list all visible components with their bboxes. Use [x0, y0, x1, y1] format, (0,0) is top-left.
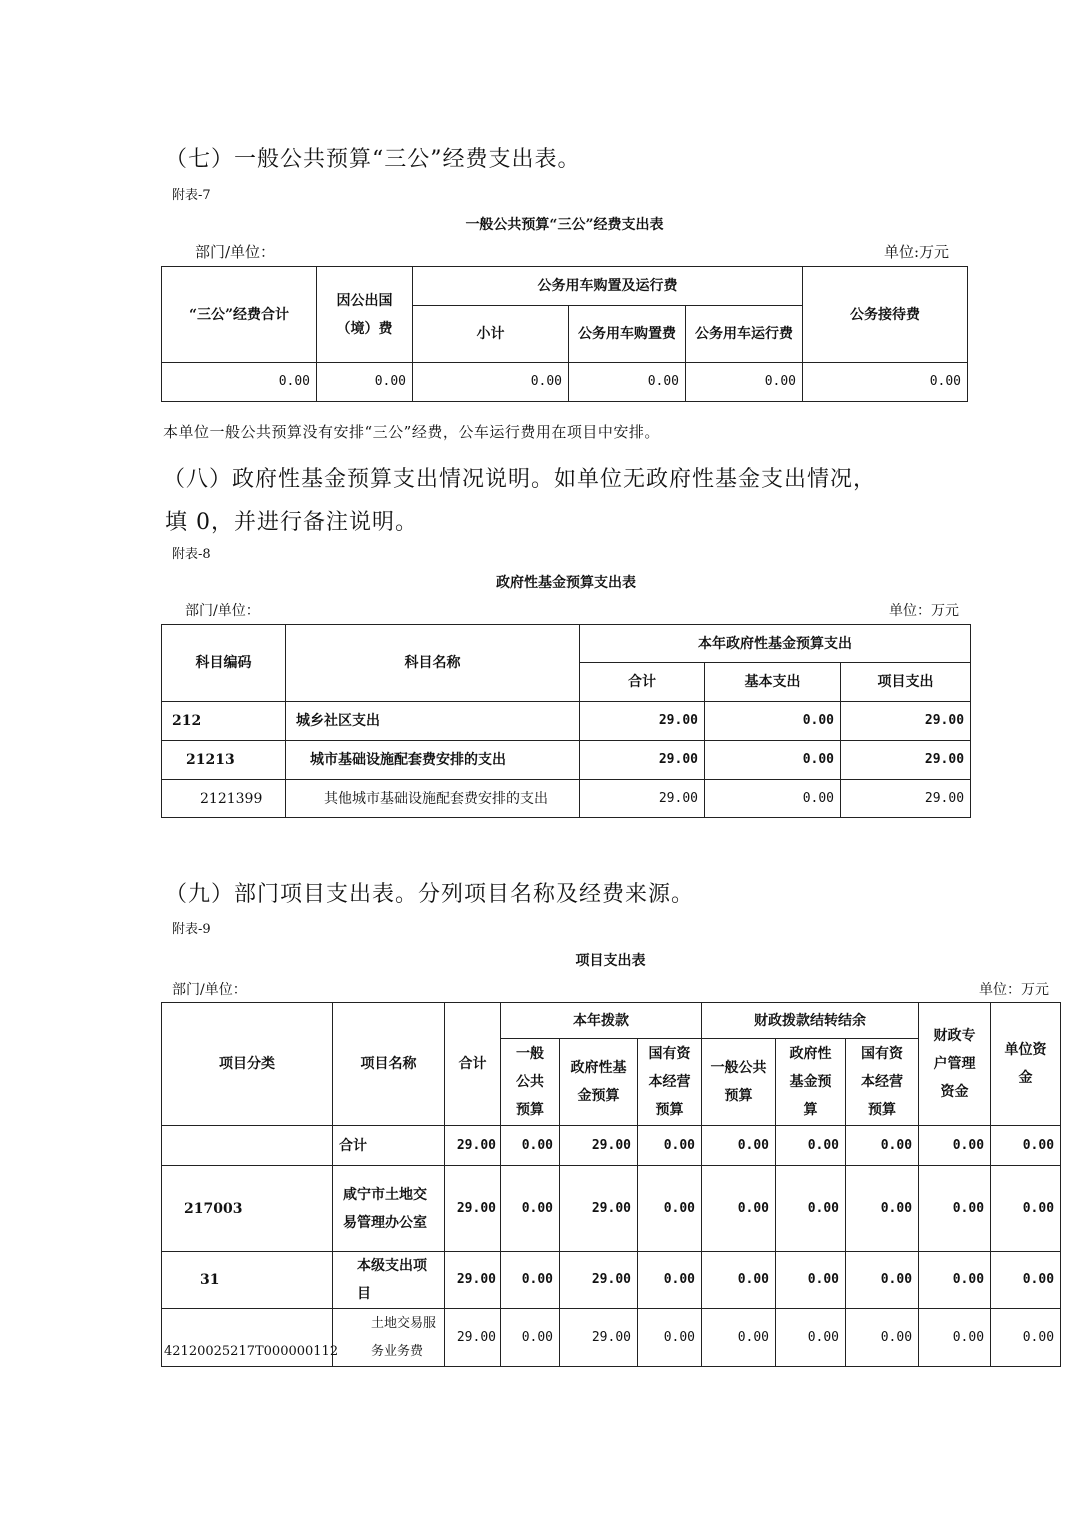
value-cell: 0.00 [638, 1166, 702, 1252]
project-category: 42120025217T000000112 [162, 1309, 333, 1367]
value-cell: 0.00 [846, 1126, 919, 1166]
header-car-run: 公务用车运行费 [686, 306, 803, 363]
table-8-title: 政府性基金预算支出表 [496, 575, 636, 591]
subject-name: 城市基础设施配套费安排的支出 [286, 741, 580, 780]
value-cell: 29.00 [560, 1252, 638, 1309]
value-cell: 0.00 [413, 363, 569, 402]
annex-9-label: 附表-9 [172, 922, 211, 937]
table-row [162, 741, 971, 780]
header-carry-general: 一般公共预算 [702, 1039, 776, 1126]
header-project-total: 合计 [445, 1003, 501, 1126]
header-three-public-total: “三公”经费合计 [162, 267, 317, 363]
value-cell: 29.00 [580, 780, 705, 818]
header-current-state: 国有资本经营预算 [638, 1039, 702, 1126]
value-cell: 0.00 [702, 1166, 776, 1252]
header-current-appropriation: 本年拨款 [501, 1003, 702, 1039]
value-cell: 29.00 [580, 741, 705, 780]
annex-7-label: 附表-7 [172, 188, 211, 203]
value-cell: 0.00 [702, 1252, 776, 1309]
header-car-purchase: 公务用车购置费 [569, 306, 686, 363]
project-name: 本级支出项目 [333, 1252, 445, 1309]
value-cell: 0.00 [501, 1126, 560, 1166]
header-fund-total: 合计 [580, 663, 705, 702]
subject-code: 21213 [162, 741, 286, 780]
value-cell: 0.00 [803, 363, 968, 402]
project-category: 31 [162, 1252, 333, 1309]
header-fund-group: 本年政府性基金预算支出 [580, 625, 971, 663]
table-9-unit: 单位：万元 [979, 982, 1049, 998]
value-cell: 0.00 [776, 1252, 846, 1309]
header-abroad: 因公出国（境）费 [317, 267, 413, 363]
value-cell: 0.00 [991, 1126, 1061, 1166]
value-cell: 0.00 [702, 1309, 776, 1367]
table-7-unit: 单位:万元 [884, 243, 950, 261]
value-cell: 0.00 [686, 363, 803, 402]
project-name: 土地交易服务业务费 [333, 1309, 445, 1367]
header-reception: 公务接待费 [803, 267, 968, 363]
header-fund-basic: 基本支出 [705, 663, 841, 702]
section-7-note: 本单位一般公共预算没有安排“三公”经费，公车运行费用在项目中安排。 [163, 423, 660, 441]
value-cell: 29.00 [841, 741, 971, 780]
value-cell: 0.00 [919, 1166, 991, 1252]
value-cell: 0.00 [991, 1252, 1061, 1309]
value-cell: 0.00 [501, 1309, 560, 1367]
header-carry-state: 国有资本经营预算 [846, 1039, 919, 1126]
value-cell: 0.00 [317, 363, 413, 402]
header-carry-fund: 政府性基金预算 [776, 1039, 846, 1126]
table-8-dept: 部门/单位： [185, 603, 260, 619]
value-cell: 0.00 [846, 1309, 919, 1367]
project-category [162, 1126, 333, 1166]
subject-name: 其他城市基础设施配套费安排的支出 [286, 780, 580, 818]
table-row [162, 1166, 1061, 1252]
value-cell: 0.00 [569, 363, 686, 402]
header-project-name: 项目名称 [333, 1003, 445, 1126]
value-cell: 29.00 [841, 780, 971, 818]
table-7-title: 一般公共预算“三公”经费支出表 [465, 217, 664, 233]
value-cell: 0.00 [162, 363, 317, 402]
value-cell: 0.00 [501, 1166, 560, 1252]
header-project-category: 项目分类 [162, 1003, 333, 1126]
value-cell: 0.00 [776, 1166, 846, 1252]
header-special-account: 财政专户管理资金 [919, 1003, 991, 1126]
three-public-table [161, 266, 968, 402]
value-cell: 0.00 [705, 741, 841, 780]
table-8-unit: 单位：万元 [889, 603, 959, 619]
value-cell: 29.00 [445, 1166, 501, 1252]
value-cell: 0.00 [846, 1166, 919, 1252]
header-unit-fund: 单位资金 [991, 1003, 1061, 1126]
value-cell: 29.00 [560, 1166, 638, 1252]
section-7-heading: （七）一般公共预算“三公”经费支出表。 [165, 147, 581, 172]
value-cell: 0.00 [919, 1309, 991, 1367]
value-cell: 0.00 [776, 1309, 846, 1367]
value-cell: 29.00 [445, 1126, 501, 1166]
value-cell: 0.00 [702, 1126, 776, 1166]
value-cell: 0.00 [846, 1252, 919, 1309]
value-cell: 0.00 [776, 1126, 846, 1166]
project-name: 咸宁市土地交易管理办公室 [333, 1166, 445, 1252]
value-cell: 29.00 [841, 702, 971, 741]
value-cell: 0.00 [638, 1126, 702, 1166]
value-cell: 0.00 [991, 1166, 1061, 1252]
table-row [162, 1309, 1061, 1367]
annex-8-label: 附表-8 [172, 547, 211, 562]
value-cell: 29.00 [560, 1309, 638, 1367]
table-row [162, 1252, 1061, 1309]
table-9-title: 项目支出表 [575, 953, 646, 969]
header-fund-project: 项目支出 [841, 663, 971, 702]
table-row [162, 702, 971, 741]
value-cell: 0.00 [705, 780, 841, 818]
project-category: 217003 [162, 1166, 333, 1252]
header-subject-name: 科目名称 [286, 625, 580, 702]
header-carry-over: 财政拨款结转结余 [702, 1003, 919, 1039]
header-current-general: 一般公共预算 [501, 1039, 560, 1126]
header-car-group: 公务用车购置及运行费 [413, 267, 803, 306]
table-row [162, 780, 971, 818]
section-8-heading-line2: 填 0，并进行备注说明。 [165, 510, 418, 535]
gov-fund-table [161, 624, 971, 818]
section-8-heading-line1: （八）政府性基金预算支出情况说明。如单位无政府性基金支出情况， [163, 467, 877, 492]
table-row [162, 1126, 1061, 1166]
value-cell: 0.00 [638, 1252, 702, 1309]
value-cell: 0.00 [501, 1252, 560, 1309]
value-cell: 0.00 [705, 702, 841, 741]
value-cell: 0.00 [638, 1309, 702, 1367]
header-subtotal: 小计 [413, 306, 569, 363]
table-7-dept: 部门/单位： [195, 243, 276, 261]
subject-name: 城乡社区支出 [286, 702, 580, 741]
header-current-fund: 政府性基金预算 [560, 1039, 638, 1126]
subject-code: 212 [162, 702, 286, 741]
value-cell: 0.00 [919, 1252, 991, 1309]
value-cell: 29.00 [445, 1252, 501, 1309]
table-9-dept: 部门/单位： [172, 982, 247, 998]
section-9-heading: （九）部门项目支出表。分列项目名称及经费来源。 [165, 882, 695, 907]
value-cell: 29.00 [580, 702, 705, 741]
value-cell: 0.00 [919, 1126, 991, 1166]
subject-code: 2121399 [162, 780, 286, 818]
value-cell: 29.00 [560, 1126, 638, 1166]
header-subject-code: 科目编码 [162, 625, 286, 702]
value-cell: 0.00 [991, 1309, 1061, 1367]
value-cell: 29.00 [445, 1309, 501, 1367]
project-name: 合计 [333, 1126, 445, 1166]
project-expense-table [161, 1002, 1061, 1367]
